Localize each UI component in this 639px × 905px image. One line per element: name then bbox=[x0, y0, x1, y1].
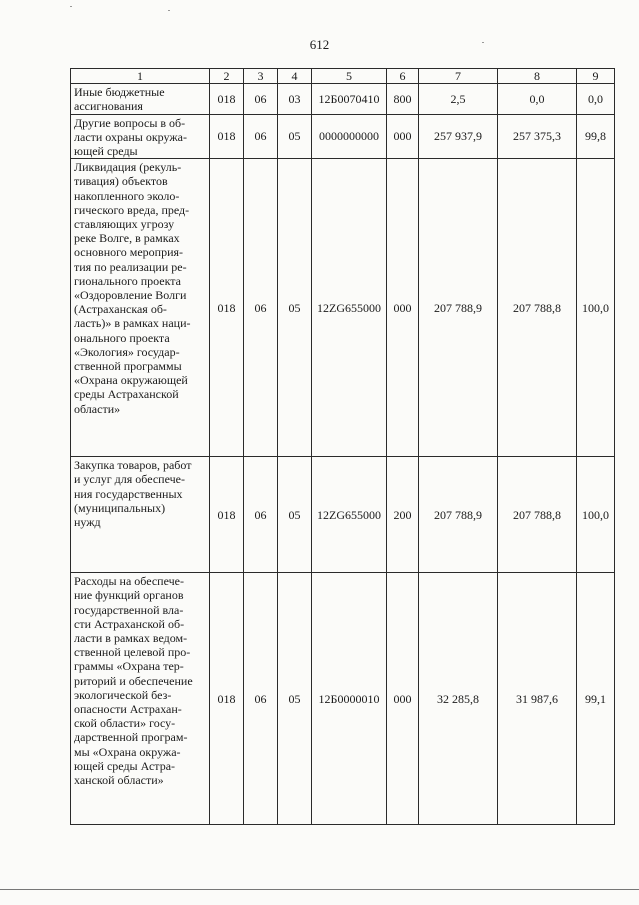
row-name-line: государственной вла- bbox=[74, 602, 184, 617]
subsection-code-cell: 03 bbox=[278, 84, 312, 114]
row-name-line: Закупка товаров, работ bbox=[74, 458, 192, 473]
percent-cell: 100,0 bbox=[577, 457, 615, 573]
row-name-line: «Экология» государ- bbox=[74, 344, 180, 359]
row-name-line: нужд bbox=[74, 515, 101, 530]
glavn-code-cell: 018 bbox=[210, 84, 244, 114]
row-name-cell bbox=[71, 159, 210, 457]
glavn-code-cell: 018 bbox=[210, 573, 244, 825]
row-name-line: (Астраханская об- bbox=[74, 302, 167, 317]
expense-type-cell: 000 bbox=[387, 573, 419, 825]
table-row bbox=[71, 84, 615, 114]
section-code-cell: 06 bbox=[244, 84, 278, 114]
glavn-code-cell: 018 bbox=[210, 114, 244, 159]
budget-table bbox=[70, 68, 615, 825]
subsection-code-cell: 05 bbox=[278, 457, 312, 573]
row-name-line: онального проекта bbox=[74, 330, 170, 345]
column-header-3: 3 bbox=[244, 69, 278, 84]
subsection-code-cell: 05 bbox=[278, 159, 312, 457]
subsection-code-cell: 05 bbox=[278, 573, 312, 825]
percent-cell: 100,0 bbox=[577, 159, 615, 457]
expense-type-cell: 200 bbox=[387, 457, 419, 573]
percent-cell: 0,0 bbox=[577, 84, 615, 114]
expense-type-cell: 000 bbox=[387, 159, 419, 457]
row-name-line: Ликвидация (рекуль- bbox=[74, 160, 182, 175]
row-name-line: ханской области» bbox=[74, 773, 164, 788]
table-row bbox=[71, 114, 615, 159]
row-name-line: основного мероприя- bbox=[74, 245, 184, 260]
scan-bottom-edge bbox=[0, 889, 639, 890]
column-header-7: 7 bbox=[419, 69, 498, 84]
actual-amount-cell: 257 375,3 bbox=[498, 114, 577, 159]
row-name-cell bbox=[71, 573, 210, 825]
section-code-cell: 06 bbox=[244, 159, 278, 457]
expense-type-cell: 000 bbox=[387, 114, 419, 159]
column-header-2: 2 bbox=[210, 69, 244, 84]
plan-amount-cell: 207 788,9 bbox=[419, 159, 498, 457]
plan-amount-cell: 257 937,9 bbox=[419, 114, 498, 159]
target-article-cell: 12Б0070410 bbox=[312, 84, 387, 114]
scan-speck bbox=[168, 10, 170, 11]
percent-cell: 99,1 bbox=[577, 573, 615, 825]
plan-amount-cell: 2,5 bbox=[419, 84, 498, 114]
row-name-cell bbox=[71, 114, 210, 159]
actual-amount-cell: 207 788,8 bbox=[498, 159, 577, 457]
target-article-cell: 0000000000 bbox=[312, 114, 387, 159]
scan-speck bbox=[70, 6, 72, 7]
row-name-line: «Оздоровление Волги bbox=[74, 288, 187, 303]
row-name-line: Другие вопросы в об- bbox=[74, 115, 186, 130]
plan-amount-cell: 207 788,9 bbox=[419, 457, 498, 573]
target-article-cell: 12ZG655000 bbox=[312, 159, 387, 457]
row-name-line: «Охрана окружающей bbox=[74, 373, 188, 388]
subsection-code-cell: 05 bbox=[278, 114, 312, 159]
row-name-line: ассигнования bbox=[74, 99, 143, 114]
row-name-line: среды Астраханской bbox=[74, 387, 179, 402]
actual-amount-cell: 207 788,8 bbox=[498, 457, 577, 573]
table-row bbox=[71, 573, 615, 825]
row-name-line: гионального проекта bbox=[74, 273, 181, 288]
column-header-8: 8 bbox=[498, 69, 577, 84]
target-article-cell: 12Б0000010 bbox=[312, 573, 387, 825]
row-name-line: граммы «Охрана тер- bbox=[74, 659, 184, 674]
glavn-code-cell: 018 bbox=[210, 457, 244, 573]
row-name-line: накопленного эколо- bbox=[74, 188, 180, 203]
row-name-line: (муниципальных) bbox=[74, 500, 166, 515]
column-header-5: 5 bbox=[312, 69, 387, 84]
section-code-cell: 06 bbox=[244, 114, 278, 159]
row-name-line: области» bbox=[74, 401, 121, 416]
row-name-line: ственной программы bbox=[74, 359, 182, 374]
row-name-line: ющей среды bbox=[74, 144, 138, 159]
row-name-line: ющей среды Астра- bbox=[74, 758, 176, 773]
row-name-line: ственной целевой про- bbox=[74, 645, 191, 660]
row-name-line: ния государственных bbox=[74, 486, 183, 501]
row-name-line: реке Волге, в рамках bbox=[74, 231, 180, 246]
row-name-line: Иные бюджетные bbox=[74, 85, 165, 100]
percent-cell: 99,8 bbox=[577, 114, 615, 159]
row-name-line: ласти в рамках ведом- bbox=[74, 631, 188, 646]
row-name-line: риторий и обеспечение bbox=[74, 673, 193, 688]
table-row bbox=[71, 457, 615, 573]
row-name-line: гического вреда, пред- bbox=[74, 202, 190, 217]
row-name-line: тия по реализации ре- bbox=[74, 259, 187, 274]
row-name-line: Расходы на обеспече- bbox=[74, 574, 184, 589]
row-name-line: тивация) объектов bbox=[74, 174, 168, 189]
page-number: 612 bbox=[309, 37, 330, 52]
column-header-6: 6 bbox=[387, 69, 419, 84]
table-row bbox=[71, 159, 615, 457]
row-name-line: ние функций органов bbox=[74, 588, 184, 603]
row-name-line: сти Астраханской об- bbox=[74, 616, 185, 631]
scan-speck bbox=[482, 42, 484, 43]
glavn-code-cell: 018 bbox=[210, 159, 244, 457]
row-name-line: мы «Охрана окружа- bbox=[74, 744, 181, 759]
row-name-line: дарственной програм- bbox=[74, 730, 188, 745]
column-header-1: 1 bbox=[71, 69, 210, 84]
column-header-4: 4 bbox=[278, 69, 312, 84]
row-name-line: ласти охраны окружа- bbox=[74, 129, 187, 144]
target-article-cell: 12ZG655000 bbox=[312, 457, 387, 573]
expense-type-cell: 800 bbox=[387, 84, 419, 114]
row-name-line: ской области» госу- bbox=[74, 716, 176, 731]
row-name-line: ставляющих угрозу bbox=[74, 217, 175, 232]
table-header-row bbox=[71, 69, 615, 84]
section-code-cell: 06 bbox=[244, 573, 278, 825]
row-name-line: и услуг для обеспече- bbox=[74, 472, 185, 487]
column-header-9: 9 bbox=[577, 69, 615, 84]
row-name-line: экологической без- bbox=[74, 687, 172, 702]
row-name-cell bbox=[71, 84, 210, 114]
row-name-cell bbox=[71, 457, 210, 573]
row-name-line: опасности Астрахан- bbox=[74, 702, 182, 717]
actual-amount-cell: 31 987,6 bbox=[498, 573, 577, 825]
row-name-line: ласть)» в рамках наци- bbox=[74, 316, 191, 331]
actual-amount-cell: 0,0 bbox=[498, 84, 577, 114]
plan-amount-cell: 32 285,8 bbox=[419, 573, 498, 825]
section-code-cell: 06 bbox=[244, 457, 278, 573]
